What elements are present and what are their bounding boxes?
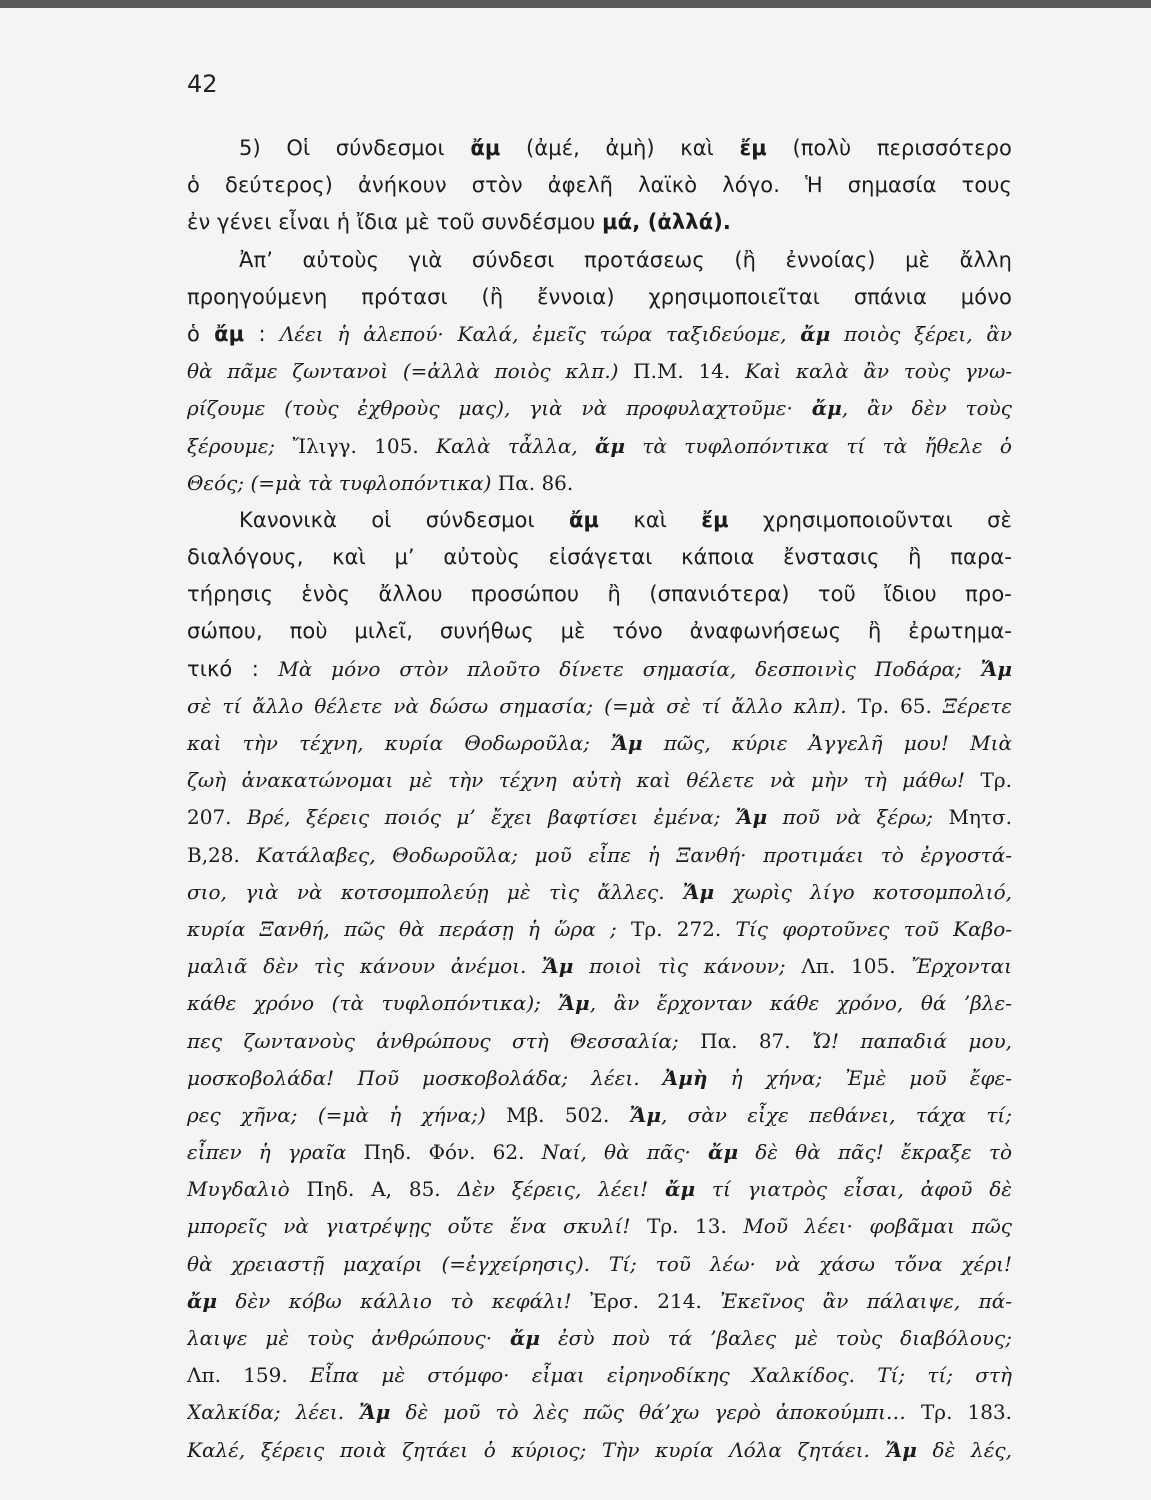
italic-example-text: ποῦ νὰ ξέρω; bbox=[767, 805, 934, 830]
source-reference: Ἴλιγγ. 105. bbox=[292, 433, 436, 458]
italic-example-text: πες ζωντανοὺς ἀνθρώπους στὴ Θεσσαλία; bbox=[187, 1028, 679, 1053]
emphasized-conjunction: Ἄμ bbox=[359, 1400, 391, 1425]
text-line bbox=[187, 762, 1012, 799]
text-line bbox=[187, 1097, 1012, 1134]
italic-example-text: Εἶπα μὲ στόμφο· εἶμαι εἰρηνοδίκης Χαλκίδος. Τί; τί; στὴ bbox=[310, 1363, 1012, 1388]
text-line bbox=[187, 353, 1012, 390]
italic-example-text: Ὤ! παπαδιά μου, bbox=[812, 1028, 1012, 1053]
emphasized-conjunction: ἄμ bbox=[187, 1288, 218, 1313]
italic-example-text: δὲ μοῦ τὸ λὲς πῶς θά’χω γερὸ ἀποκούμπι… bbox=[390, 1400, 906, 1425]
source-reference: Β,28. bbox=[187, 842, 257, 867]
scan-top-edge bbox=[0, 0, 1151, 8]
italic-example-text: λαιψε μὲ τοὺς ἀνθρώπους· bbox=[187, 1326, 510, 1350]
text-line bbox=[187, 242, 1012, 279]
emphasized-conjunction: Ἄμ bbox=[558, 991, 590, 1016]
emphasized-conjunction: Ἄμ bbox=[611, 731, 643, 755]
text-line bbox=[187, 1246, 1012, 1283]
emphasized-conjunction: ἄμ bbox=[470, 136, 501, 160]
source-reference: Πα. 87. bbox=[678, 1028, 813, 1053]
italic-example-text: εἶπεν ἡ γραῖα bbox=[187, 1140, 347, 1165]
italic-example-text: Ναί, θὰ πᾶς· bbox=[541, 1140, 709, 1165]
body-text: ἐν γένει εἶναι ἡ ἴδια μὲ τοῦ συνδέσμου bbox=[187, 210, 603, 235]
italic-example-text: ρίζουμε (τοὺς ἐχθροὺς μας), γιὰ νὰ προφυλαχτοῦμε· bbox=[187, 396, 812, 421]
text-line bbox=[187, 316, 1012, 353]
italic-example-text: ξέρουμε; bbox=[187, 433, 293, 458]
italic-example-text: Δὲν ξέρεις, λέει! bbox=[457, 1177, 666, 1202]
text-line bbox=[187, 130, 1012, 167]
source-reference: Π.Μ. 14. bbox=[618, 359, 745, 384]
text-line bbox=[187, 1432, 1012, 1469]
italic-example-text: καὶ τὴν τέχνη, κυρία Θοδωροῦλα; bbox=[187, 731, 612, 755]
text-line bbox=[187, 1357, 1012, 1394]
text-line bbox=[187, 390, 1012, 427]
source-reference: Τρ. 65. bbox=[846, 693, 943, 718]
page-body-text bbox=[187, 130, 1012, 1469]
emphasized-conjunction: ἄμ bbox=[510, 1326, 541, 1350]
italic-example-text: ποιὸς ξέρει, ἂν bbox=[830, 321, 1012, 346]
text-line bbox=[187, 911, 1012, 948]
body-text: Κανονικὰ οἱ σύνδεσμοι bbox=[239, 507, 569, 532]
emphasized-conjunction: ἄμ bbox=[665, 1177, 696, 1202]
body-text: διαλόγους, καὶ μ’ αὐτοὺς εἰσάγεται κάποια ἔνστασις ἢ παρα- bbox=[187, 545, 1012, 570]
source-reference: Λπ. 105. bbox=[785, 954, 912, 979]
text-line bbox=[187, 837, 1012, 874]
italic-example-text: δὲ λές, bbox=[916, 1437, 1012, 1462]
emphasized-conjunction: Ἄμ bbox=[542, 954, 574, 979]
italic-example-text: θὰ χρειαστῇ μαχαίρι (=ἐγχείρησις). Τί; τοῦ λέω· νὰ χάσω τὄνα χέρι! bbox=[187, 1251, 1012, 1276]
italic-example-text: Ἔρχονται bbox=[911, 954, 1012, 979]
text-line bbox=[187, 1320, 1012, 1357]
body-text: 5) Οἱ σύνδεσμοι bbox=[239, 136, 471, 160]
italic-example-text: κάθε χρόνο (τὰ τυφλοπόντικα); bbox=[187, 991, 559, 1016]
source-reference: Πα. 86. bbox=[491, 470, 574, 495]
italic-example-text: σιο, γιὰ νὰ κοτσομπολεύῃ μὲ τὶς ἄλλες. bbox=[187, 879, 683, 904]
text-line bbox=[187, 539, 1012, 576]
italic-example-text: θὰ πᾶμε ζωντανοὶ (=ἀλλὰ ποιὸς κλπ.) bbox=[187, 359, 619, 384]
emphasized-conjunction: ἔμ bbox=[739, 136, 767, 160]
body-text: σώπου, ποὺ μιλεῖ, συνήθως μὲ τόνο ἀναφωνήσεως ἢ ἐρωτημα- bbox=[187, 619, 1012, 644]
italic-example-text: Ξέρετε bbox=[942, 693, 1012, 718]
text-line bbox=[187, 204, 1012, 241]
italic-example-text: Μοῦ λέει· φοβᾶμαι πῶς bbox=[743, 1214, 1012, 1239]
body-text: τικό : bbox=[187, 656, 279, 681]
text-line bbox=[187, 651, 1012, 688]
italic-example-text: δὲν κόβω κάλλιο τὸ κεφάλι! bbox=[217, 1288, 572, 1313]
emphasized-conjunction: ἄμ bbox=[568, 507, 600, 532]
text-line bbox=[187, 502, 1012, 539]
italic-example-text: Θεός; (=μὰ τὰ τυφλοπόντικα) bbox=[187, 470, 492, 495]
italic-example-text: Κατάλαβες, Θοδωροῦλα; μοῦ εἶπε ἡ Ξανθή· προτιμάει τὸ ἐργοστά- bbox=[256, 842, 1012, 867]
emphasized-conjunction: Ἄμ bbox=[885, 1437, 917, 1462]
emphasized-conjunction: ἔμ bbox=[701, 507, 729, 532]
body-text: χρησιμοποιοῦνται σὲ bbox=[728, 507, 1012, 532]
italic-example-text: ρες χῆνα; (=μὰ ἡ χήνα;) bbox=[187, 1102, 486, 1127]
text-line bbox=[187, 167, 1012, 204]
emphasized-conjunction: Ἄμ bbox=[629, 1102, 661, 1127]
text-line bbox=[187, 1171, 1012, 1208]
italic-example-text: Μυγδαλιὸ bbox=[187, 1177, 290, 1202]
italic-example-text: σὲ τί ἄλλο θέλετε νὰ δώσω σημασία; (=μὰ σὲ τί ἄλλο κλπ). bbox=[187, 693, 847, 718]
italic-example-text: Τίς φορτοῦνες τοῦ Καβο- bbox=[735, 916, 1012, 941]
text-line bbox=[187, 688, 1012, 725]
italic-example-text: μπορεῖς νὰ γιατρέψῃς οὔτε ἕνα σκυλί! bbox=[187, 1214, 631, 1239]
source-reference: Τρ. 13. bbox=[630, 1214, 744, 1239]
body-text: (πολὺ περισσότερο bbox=[766, 136, 1012, 160]
source-reference: Μητσ. bbox=[933, 805, 1012, 830]
italic-example-text: Καλὰ τἆλλα, bbox=[436, 433, 596, 458]
italic-example-text: Μὰ μόνο στὸν πλοῦτο δίνετε σημασία, δεσποινὶς Ποδάρα; bbox=[278, 656, 981, 681]
italic-example-text: Καλέ, ξέρεις ποιὰ ζητάει ὁ κύριος; Τὴν κυρία Λόλα ζητάει. bbox=[187, 1437, 886, 1462]
source-reference: Τρ. bbox=[965, 768, 1012, 793]
text-line bbox=[187, 799, 1012, 836]
italic-example-text: τὰ τυφλοπόντικα τί τὰ ἤθελε ὁ bbox=[625, 433, 1012, 458]
source-reference: Ἐρσ. 214. bbox=[571, 1288, 721, 1313]
italic-example-text: , σὰν εἶχε πεθάνει, τάχα τί; bbox=[660, 1102, 1012, 1127]
emphasized-conjunction: Ἄμ bbox=[735, 805, 768, 830]
italic-example-text: πῶς, κύριε Ἀγγελῆ μου! Μιὰ bbox=[642, 731, 1012, 755]
italic-example-text: μαλιᾶ δὲν τὶς κάνουν ἀνέμοι. bbox=[187, 954, 543, 979]
text-line bbox=[187, 948, 1012, 985]
text-line bbox=[187, 279, 1012, 316]
text-line bbox=[187, 725, 1012, 762]
source-reference: 207. bbox=[187, 805, 247, 830]
page-number: 42 bbox=[187, 70, 218, 98]
italic-example-text: τί γιατρὸς εἶσαι, ἀφοῦ δὲ bbox=[695, 1177, 1012, 1202]
emphasized-conjunction: Ἄμ bbox=[682, 879, 715, 904]
text-line bbox=[187, 1060, 1012, 1097]
italic-example-text: χωρὶς λίγο κοτσομπολιό, bbox=[714, 879, 1012, 904]
body-text: προηγούμενη πρότασι (ἢ ἔννοια) χρησιμοποιεῖται σπάνια μόνο bbox=[187, 284, 1012, 309]
body-text: καὶ bbox=[599, 507, 702, 532]
emphasized-conjunction: ἄμ bbox=[595, 433, 626, 458]
emphasized-conjunction: μά, (ἀλλά). bbox=[602, 210, 731, 235]
italic-example-text: ἐσὺ ποὺ τά ’βαλες μὲ τοὺς διαβόλους; bbox=[540, 1326, 1012, 1350]
italic-example-text: ἡ χήνα; Ἐμὲ μοῦ ἔφε- bbox=[707, 1065, 1012, 1090]
body-text: (ἀμέ, ἀμὴ) καὶ bbox=[500, 136, 740, 160]
italic-example-text: κυρία Ξανθή, πῶς θὰ περάσῃ ἡ ὥρα ; bbox=[187, 916, 617, 941]
text-line bbox=[187, 428, 1012, 465]
italic-example-text: Καὶ καλὰ ἂν τοὺς γνω- bbox=[744, 359, 1012, 384]
body-text: ὁ bbox=[187, 321, 215, 346]
text-line bbox=[187, 576, 1012, 613]
text-line bbox=[187, 1394, 1012, 1431]
text-line bbox=[187, 1208, 1012, 1245]
emphasized-conjunction: ἄμ bbox=[214, 321, 245, 346]
source-reference: Λπ. 159. bbox=[187, 1363, 311, 1388]
source-reference: Πηδ. Φόν. 62. bbox=[346, 1140, 542, 1165]
italic-example-text: Χαλκίδα; λέει. bbox=[187, 1400, 360, 1425]
text-line bbox=[187, 1134, 1012, 1171]
source-reference: Μβ. 502. bbox=[485, 1102, 630, 1127]
source-reference: Τρ. 183. bbox=[905, 1400, 1012, 1425]
italic-example-text: Βρέ, ξέρεις ποιός μ’ ἔχει βαφτίσει ἐμένα; bbox=[246, 805, 736, 830]
text-line bbox=[187, 1283, 1012, 1320]
italic-example-text: μοσκοβολάδα! Ποῦ μοσκοβολάδα; λέει. bbox=[187, 1065, 663, 1090]
body-text: : bbox=[244, 321, 280, 346]
italic-example-text: δὲ θὰ πᾶς! ἔκραξε τὸ bbox=[738, 1140, 1012, 1165]
italic-example-text: Λέει ἡ ἀλεπού· Καλά, ἐμεῖς τώρα ταξιδεύομε, bbox=[279, 321, 801, 346]
emphasized-conjunction: Ἀμὴ bbox=[662, 1065, 708, 1090]
italic-example-text: Ἐκεῖνος ἂν πάλαιψε, πά- bbox=[720, 1288, 1012, 1313]
body-text: ὁ δεύτερος) ἀνήκουν στὸν ἀφελῆ λαϊκὸ λόγο. Ἡ σημασία τους bbox=[187, 173, 1012, 198]
body-text: Ἀπ’ αὐτοὺς γιὰ σύνδεσι προτάσεως (ἢ ἐννοίας) μὲ ἄλλη bbox=[239, 247, 1012, 272]
emphasized-conjunction: ἄμ bbox=[811, 396, 842, 421]
italic-example-text: ποιοὶ τὶς κάνουν; bbox=[573, 954, 786, 979]
text-line bbox=[187, 1023, 1012, 1060]
body-text: τήρησις ἑνὸς ἄλλου προσώπου ἢ (σπανιότερα) τοῦ ἴδιου προ- bbox=[187, 582, 1012, 607]
source-reference: Πηδ. Α, 85. bbox=[289, 1177, 458, 1202]
italic-example-text: ζωὴ ἀνακατώνομαι μὲ τὴν τέχνη αὐτὴ καὶ θέλετε νὰ μὴν τὴ μάθω! bbox=[187, 768, 966, 793]
text-line bbox=[187, 985, 1012, 1022]
text-line bbox=[187, 613, 1012, 650]
source-reference: Τρ. 272. bbox=[616, 916, 736, 941]
text-line bbox=[187, 465, 1012, 502]
emphasized-conjunction: ἄμ bbox=[800, 321, 831, 346]
italic-example-text: , ἂν ἔρχονταν κάθε χρόνο, θά ’βλε- bbox=[589, 991, 1012, 1016]
italic-example-text: , ἂν δὲν τοὺς bbox=[841, 396, 1012, 421]
emphasized-conjunction: ἄμ bbox=[708, 1140, 739, 1165]
emphasized-conjunction: Ἄμ bbox=[980, 656, 1012, 681]
text-line bbox=[187, 874, 1012, 911]
